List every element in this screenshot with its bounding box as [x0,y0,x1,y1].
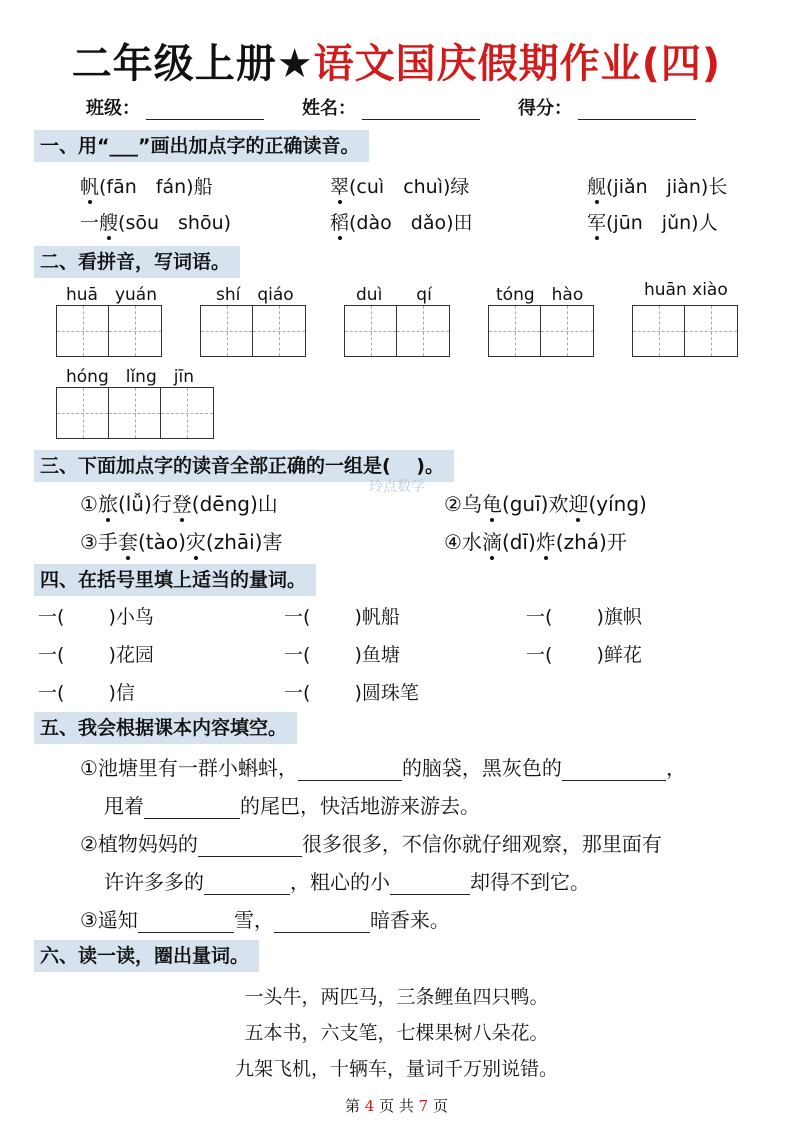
s1-item-3: 舰(jiǎn jiàn)长 [587,172,727,199]
rhyme-line: 九架飞机，十辆车，量词千万别说错。 [234,1058,558,1080]
pinyin-1: huā yuán [66,285,157,305]
star-icon: ★ [276,41,314,87]
page-number: 第 4 页 共 7 页 [345,1097,448,1115]
name-blank[interactable] [362,99,480,120]
s5-line-1: ①池塘里有一群小蝌蚪， 的脑袋，黑灰色的 ， [80,756,686,780]
fill-blank[interactable] [144,796,240,819]
s3-option-3: ③手套(tào)灾(zhāi)害 [80,526,282,555]
writing-grid-4[interactable] [488,305,594,357]
s3-option-1: ①旅(lǚ)行登(dēng)山 [80,488,278,517]
class-field: 班级： [86,94,264,120]
measure-word-item: 一( )花园 [38,644,154,666]
class-blank[interactable] [146,99,264,120]
pinyin-6: hóng lǐng jīn [66,367,194,387]
s3-option-2: ②乌龟(guī)欢迎(yíng) [444,488,647,517]
s1-item-4: 一艘(sōu shōu) [80,208,231,235]
rhyme-line: 五本书，六支笔，七棵果树八朵花。 [244,1022,549,1044]
watermark: 玲点数学 [369,479,425,495]
writing-grid-1[interactable] [56,305,162,357]
s5-line-4: 许许多多的 ，粗心的小 却得不到它。 [104,870,590,894]
s5-line-2: 甩着 的尾巴，快活地游来游去。 [104,794,480,818]
s5-line-3: ②植物妈妈的 很多很多，不信你就仔细观察，那里面有 [80,832,662,856]
measure-word-item: 一( )圆珠笔 [284,682,419,704]
measure-word-item: 一( )帆船 [284,606,400,628]
measure-word-item: 一( )鱼塘 [284,644,400,666]
writing-grid-2[interactable] [200,305,306,357]
fill-blank[interactable] [274,910,370,933]
measure-word-item: 一( )旗帜 [526,606,642,628]
fill-blank[interactable] [562,758,666,781]
fill-blank[interactable] [390,872,470,895]
s1-item-2: 翠(cuì chuì)绿 [330,172,469,199]
pinyin-5: huān xiào [644,280,728,300]
section-1-heading: 一、用“___”画出加点字的正确读音。 [34,130,369,162]
measure-word-item: 一( )小鸟 [38,606,154,628]
rhyme-line: 一头牛，两匹马，三条鲤鱼四只鸭。 [244,986,549,1008]
section-2-heading: 二、看拼音，写词语。 [34,246,240,278]
s1-item-1: 帆(fān fán)船 [80,172,213,199]
score-blank[interactable] [578,99,696,120]
s1-item-5: 稻(dào dǎo)田 [330,208,473,235]
page-title: 二年级上册★语文国庆假期作业(四) [71,41,722,87]
fill-blank[interactable] [298,758,402,781]
s1-item-6: 军(jūn jǔn)人 [587,208,718,235]
fill-blank[interactable] [204,872,290,895]
pinyin-4: tóng hào [496,285,584,305]
measure-word-item: 一( )鲜花 [526,644,642,666]
pinyin-2: shí qiáo [216,285,294,305]
section-3-heading: 三、下面加点字的读音全部正确的一组是( )。 [34,450,454,482]
s3-option-4: ④水滴(dī)炸(zhá)开 [444,526,627,555]
name-field: 姓名： [302,94,480,120]
section-4-heading: 四、在括号里填上适当的量词。 [34,564,316,596]
measure-word-item: 一( )信 [38,682,135,704]
score-field: 得分： [518,94,696,120]
writing-grid-3[interactable] [344,305,450,357]
fill-blank[interactable] [198,834,302,857]
section-6-heading: 六、读一读，圈出量词。 [34,940,259,972]
pinyin-3: duì qí [356,285,432,305]
s5-line-5: ③遥知 雪， 暗香来。 [80,908,450,932]
writing-grid-5[interactable] [632,305,738,357]
fill-blank[interactable] [138,910,234,933]
writing-grid-6[interactable] [56,387,214,439]
section-5-heading: 五、我会根据课本内容填空。 [34,712,297,744]
